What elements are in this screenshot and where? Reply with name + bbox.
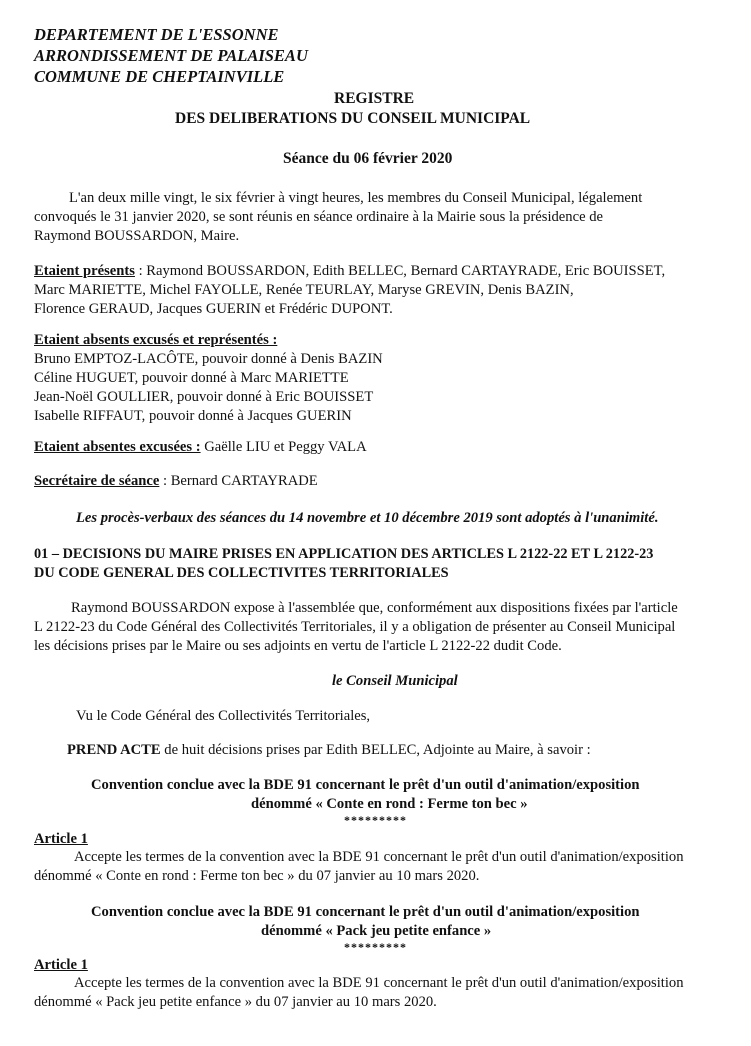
seance-date: Séance du 06 février 2020: [283, 150, 453, 167]
convention-title: Convention conclue avec la BDE 91 concernant le prêt d'un outil d'animation/exposition: [91, 904, 640, 920]
presents-label: Etaient présents: [34, 263, 135, 279]
article-heading: Article 1: [34, 957, 88, 973]
register-subtitle: DES DELIBERATIONS DU CONSEIL MUNICIPAL: [175, 110, 531, 127]
section-01-title: 01 – DECISIONS DU MAIRE PRISES EN APPLICATION DES ARTICLES L 2122-22 ET L 2122-23: [34, 546, 654, 562]
convention-title: Convention conclue avec la BDE 91 concernant le prêt d'un outil d'animation/exposition: [91, 777, 640, 793]
absent-line: Jean-Noël GOULLIER, pouvoir donné à Eric BOUISSET: [34, 389, 374, 405]
section-01-title: DU CODE GENERAL DES COLLECTIVITES TERRITORIALES: [34, 565, 449, 581]
prend-acte-line: [67, 741, 591, 760]
article-text: Accepte les termes de la convention avec la BDE 91 concernant le prêt d'un outil d'animation/exposition: [74, 975, 684, 991]
prend-acte-text: de huit décisions prises par Edith BELLEC, Adjointe au Maire, à savoir :: [160, 742, 591, 758]
pv-note: Les procès-verbaux des séances du 14 novembre et 10 décembre 2019 sont adoptés à l'unanimité.: [76, 510, 659, 526]
absentes-excusees-line: [34, 438, 367, 457]
absent-line: Céline HUGUET, pouvoir donné à Marc MARIETTE: [34, 370, 349, 386]
article-text: dénommé « Pack jeu petite enfance » du 07 janvier au 10 mars 2020.: [34, 994, 437, 1010]
presents-line: Florence GERAUD, Jacques GUERIN et Frédéric DUPONT.: [34, 301, 393, 317]
vu-line: Vu le Code Général des Collectivités Territoriales,: [76, 708, 371, 724]
article-text: dénommé « Conte en rond : Ferme ton bec » du 07 janvier au 10 mars 2020.: [34, 868, 480, 884]
section-01-body: L 2122-23 du Code Général des Collectivités Territoriales, il y a obligation de présenter au Conseil Municipal: [34, 619, 676, 635]
presents-line: Marc MARIETTE, Michel FAYOLLE, Renée TEURLAY, Maryse GREVIN, Denis BAZIN,: [34, 282, 574, 298]
convention-title: dénommé « Pack jeu petite enfance »: [261, 923, 492, 939]
separator-stars: *********: [344, 940, 407, 954]
absents-represented-label: Etaient absents excusés et représentés :: [34, 332, 278, 348]
section-01-body: les décisions prises par le Maire ou ses adjoints en vertu de l'article L 2122-22 dudit Code.: [34, 638, 562, 654]
prend-acte-label: PREND ACTE: [67, 742, 161, 758]
secretaire-line: [34, 472, 318, 491]
commune-heading: COMMUNE DE CHEPTAINVILLE: [34, 67, 285, 86]
department-heading: DEPARTEMENT DE L'ESSONNE: [34, 25, 279, 44]
register-title: REGISTRE: [334, 90, 415, 107]
intro-line: convoqués le 31 janvier 2020, se sont réunis en séance ordinaire à la Mairie sous la présidence de: [34, 209, 603, 225]
presents-text: : Raymond BOUSSARDON, Edith BELLEC, Bernard CARTAYRADE, Eric BOUISSET,: [134, 263, 666, 279]
article-heading: Article 1: [34, 831, 88, 847]
separator-stars: *********: [344, 813, 407, 827]
conseil-heading: le Conseil Municipal: [332, 673, 458, 689]
secretaire-label: Secrétaire de séance: [34, 473, 160, 489]
intro-line: L'an deux mille vingt, le six février à vingt heures, les membres du Conseil Municipal, légalement: [69, 190, 643, 206]
convention-title: dénommé « Conte en rond : Ferme ton bec »: [251, 796, 528, 812]
presents-line: [34, 262, 665, 281]
absentes-label: Etaient absentes excusées :: [34, 439, 201, 455]
arrondissement-heading: ARRONDISSEMENT DE PALAISEAU: [34, 46, 308, 65]
secretaire-text: : Bernard CARTAYRADE: [159, 473, 318, 489]
intro-line: Raymond BOUSSARDON, Maire.: [34, 228, 240, 244]
article-text: Accepte les termes de la convention avec la BDE 91 concernant le prêt d'un outil d'animation/exposition: [74, 849, 684, 865]
absent-line: Isabelle RIFFAUT, pouvoir donné à Jacques GUERIN: [34, 408, 352, 424]
absentes-text: Gaëlle LIU et Peggy VALA: [200, 439, 367, 455]
absent-line: Bruno EMPTOZ-LACÔTE, pouvoir donné à Denis BAZIN: [34, 351, 383, 367]
section-01-body: Raymond BOUSSARDON expose à l'assemblée que, conformément aux dispositions fixées par l'article: [71, 600, 678, 616]
